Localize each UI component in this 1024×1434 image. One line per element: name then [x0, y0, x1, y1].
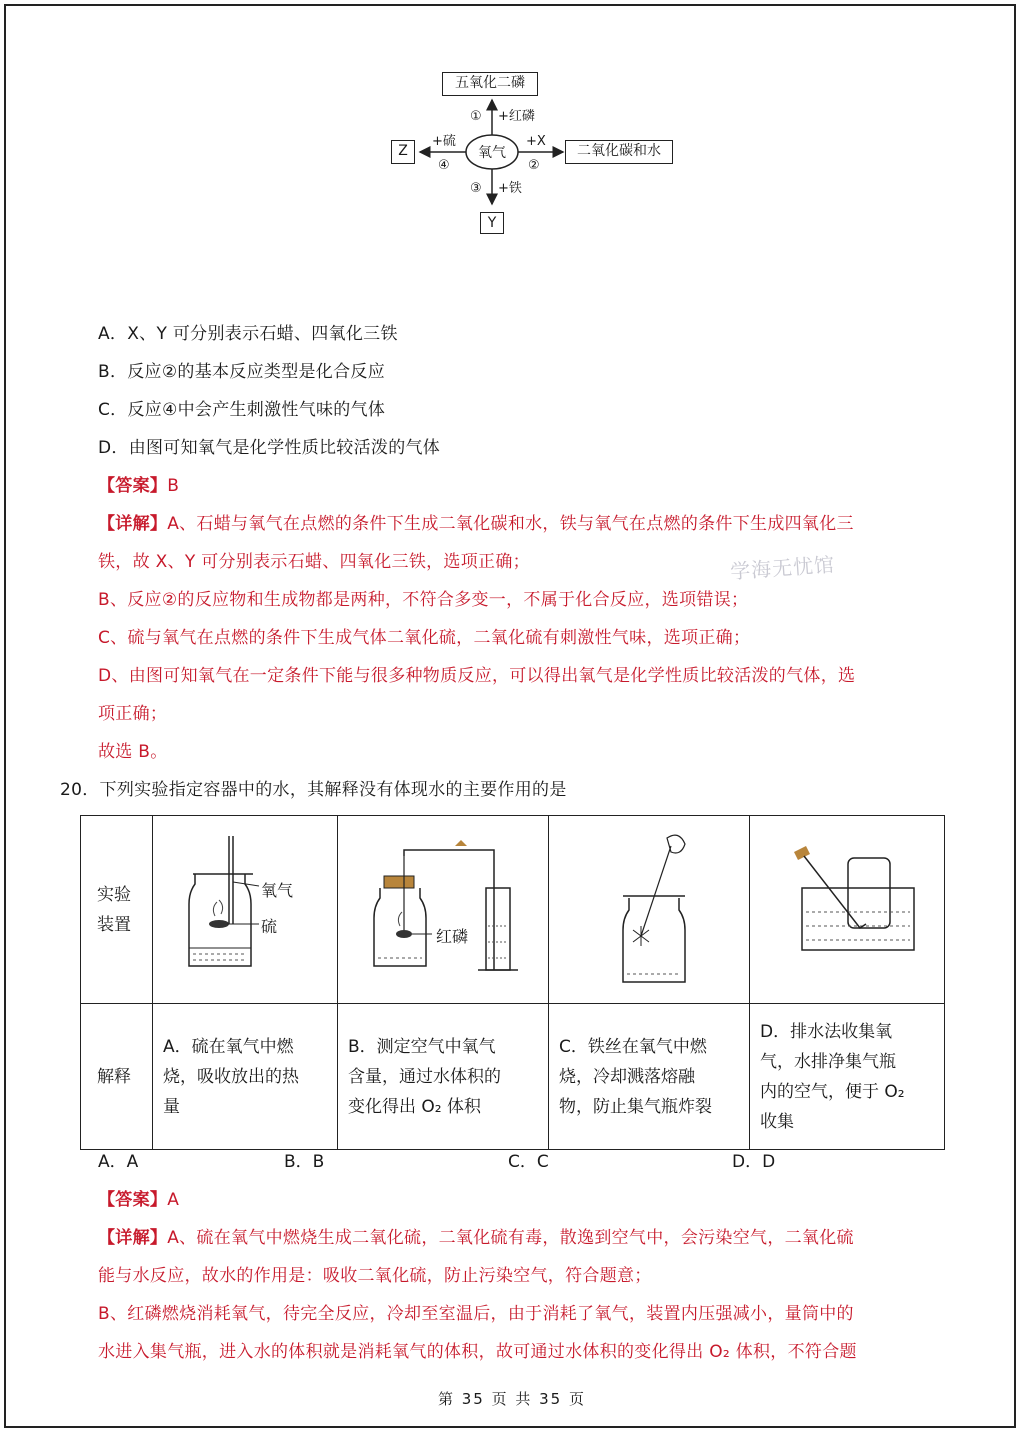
q20-detail-line: 水进入集气瓶，进入水的体积就是消耗氧气的体积，故可通过水体积的变化得出 O₂ 体积，不符合题	[98, 1342, 857, 1362]
explanation-line: 含量，通过水体积的	[348, 1066, 501, 1087]
page-footer: 第 35 页 共 35 页	[437, 1390, 586, 1408]
q19-detail-line: D、由图可知氧气在一定条件下能与很多种物质反应，可以得出氧气是化学性质比较活泼的气体，选	[98, 666, 856, 686]
product-box-left: Z	[391, 140, 415, 164]
oxygen-reaction-diagram	[380, 66, 690, 236]
label-sulfur: 硫	[261, 917, 278, 936]
apparatus-b	[338, 816, 549, 1004]
water-collection-figure	[750, 816, 945, 1003]
q20-detail-line: 能与水反应，故水的作用是：吸收二氧化硫，防止污染空气，符合题意；	[98, 1266, 652, 1286]
explanation-d	[750, 1004, 945, 1150]
label-4: ④	[438, 158, 450, 173]
q20-answer	[98, 1188, 179, 1212]
explanation-line: 气，水排净集气瓶	[760, 1051, 896, 1072]
explanation-a	[153, 1004, 338, 1150]
product-box-right: 二氧化碳和水	[565, 140, 673, 164]
watermark: 学海无忧馆	[729, 552, 836, 584]
row-head-line: 装置	[97, 914, 131, 935]
label-1: ①	[470, 109, 482, 124]
q20-answer-value: A	[167, 1190, 180, 1210]
q19-answer-mark: 【答案】	[98, 476, 168, 496]
explanation-line: 烧，吸收放出的热	[163, 1066, 299, 1087]
explanation-line: 量	[163, 1096, 180, 1117]
q19-answer-value: B	[167, 476, 180, 496]
row-head-explanation: 解释	[81, 1004, 153, 1150]
product-box-top: 五氧化二磷	[442, 72, 538, 96]
explanation-line: 烧，冷却溅落熔融	[559, 1066, 695, 1087]
explanation-line: C．铁丝在氧气中燃	[559, 1036, 707, 1057]
q19-detail-line: 故选 B。	[98, 742, 168, 762]
row-head-line: 实验	[97, 884, 131, 905]
q20-table	[80, 815, 945, 1150]
apparatus-a	[153, 816, 338, 1004]
label-3-reagent: +铁	[498, 181, 522, 196]
q20-choice-d: D．D	[732, 1152, 776, 1172]
q19-option-a: A．X、Y 可分别表示石蜡、四氧化三铁	[98, 324, 398, 344]
sulfur-jar-figure	[153, 816, 338, 1003]
explanation-line: 物，防止集气瓶炸裂	[559, 1096, 712, 1117]
q19-answer	[98, 474, 179, 498]
iron-wire-figure	[549, 816, 750, 1003]
q19-detail-line: 铁，故 X、Y 可分别表示石蜡、四氧化三铁，选项正确；	[98, 552, 530, 572]
label-red-phosphorus: 红磷	[436, 927, 469, 946]
explanation-line: 内的空气，便于 O₂	[760, 1081, 905, 1102]
q19-option-d: D．由图可知氧气是化学性质比较活泼的气体	[98, 438, 441, 458]
q20-detail-text: A、硫在氧气中燃烧生成二氧化硫，二氧化硫有毒，散逸到空气中，会污染空气，二氧化硫	[167, 1228, 854, 1248]
product-box-bottom: Y	[480, 212, 504, 234]
q19-option-b: B．反应②的基本反应类型是化合反应	[98, 362, 386, 382]
q20-choice-c: C．C	[508, 1152, 549, 1172]
label-1-reagent: +红磷	[498, 109, 535, 124]
q20-detail-line: B、红磷燃烧消耗氧气，待完全反应，冷却至室温后，由于消耗了氧气，装置内压强减小，量筒中的	[98, 1304, 854, 1324]
explanation-c	[549, 1004, 750, 1150]
q19-detail-line: C、硫与氧气在点燃的条件下生成气体二氧化硫，二氧化硫有刺激性气味，选项正确；	[98, 628, 751, 648]
explanation-line: 收集	[760, 1111, 794, 1132]
label-2: ②	[528, 158, 540, 173]
q20-stem: 20．下列实验指定容器中的水，其解释没有体现水的主要作用的是	[60, 780, 567, 800]
q19-detail-text: A、石蜡与氧气在点燃的条件下生成二氧化碳和水，铁与氧气在点燃的条件下生成四氧化三	[167, 514, 854, 534]
q19-detail-line: B、反应②的反应物和生成物都是两种，不符合多变一，不属于化合反应，选项错误；	[98, 590, 749, 610]
label-oxygen: 氧气	[261, 881, 294, 900]
explanation-line: 变化得出 O₂ 体积	[348, 1096, 482, 1117]
center-label: 氧气	[478, 145, 506, 161]
explanation-line: A．硫在氧气中燃	[163, 1036, 294, 1057]
row-head-apparatus	[81, 816, 153, 1004]
q20-detail-mark: 【详解】	[98, 1228, 168, 1248]
q20-answer-mark: 【答案】	[98, 1190, 168, 1210]
label-4-reagent: +硫	[432, 134, 456, 149]
q20-choice-b: B．B	[284, 1152, 325, 1172]
apparatus-d	[750, 816, 945, 1004]
red-phosphorus-figure	[338, 816, 549, 1003]
q19-detail-line	[98, 512, 854, 536]
q19-option-c: C．反应④中会产生刺激性气味的气体	[98, 400, 386, 420]
q19-detail-mark: 【详解】	[98, 514, 168, 534]
apparatus-c	[549, 816, 750, 1004]
explanation-line: B．测定空气中氧气	[348, 1036, 496, 1057]
q20-detail-line	[98, 1226, 854, 1250]
explanation-b	[338, 1004, 549, 1150]
label-2-reagent: +X	[526, 134, 546, 149]
q19-detail-line: 项正确；	[98, 704, 168, 724]
label-3: ③	[470, 181, 482, 196]
q20-choice-a: A．A	[98, 1152, 139, 1172]
explanation-line: D．排水法收集氧	[760, 1021, 893, 1042]
